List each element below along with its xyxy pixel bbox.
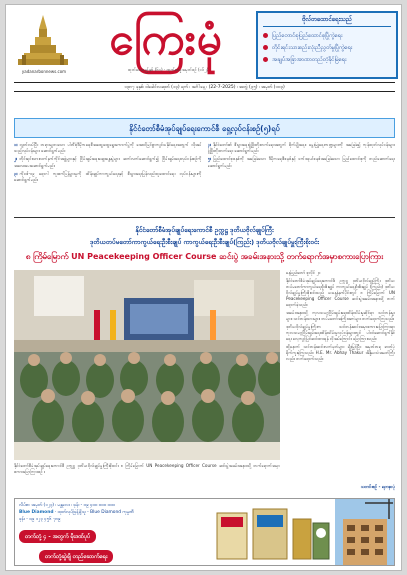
article-paragraph: ဒုတိယဗိုလ်ချုပ်မှူးကြီးက သင်တန်းဆင်းအမှာစကားပြောကြားရာ ကုလသမဂ္ဂငြိမ်းချမ်းရေးထိန်းသိမ်းမှုလုပ်ငန်းများတွင် ပါဝင်ဆောင်ရွက်နိုင်ရေး လေ့ကျင့်ပြင်ဆင်ထားရန် လိုအပ်ကြောင်း ပြောကြားသည်။ (286, 324, 395, 341)
advertisement[interactable] (14, 498, 395, 566)
objective-number: ၄။ (207, 142, 212, 147)
objective-number: ၅။ (207, 156, 212, 162)
lead-headline-subhead: ၈ ကြိမ်မြောက် UN Peacekeeping Officer Course ဆင်းပွဲ အခမ်းအနားသို့ တက်ရောက်အမှာစကားပြောကြား (25, 252, 384, 261)
paper-subtitle: ထုတ်ဝေသည့်နှစ် (၆၁) · ထုတ်ဝေမှုအမှတ်စဉ် (၁၆၂) (127, 67, 209, 72)
objective-item (14, 142, 202, 154)
objectives-column-right (208, 142, 396, 210)
objective-text: ပြည်ထောင်စုစနစ်ကို အခြေခံသော ဒီမိုကရေစီစနစ်နှင့် ဖက်ဒရယ်စနစ်အခြေခံသော ပြည်ထောင်စုကို တည်ဆောက်ရေး ဆောင်ရွက်မည်။ (207, 156, 395, 168)
objectives-column-left (14, 142, 202, 210)
article-paragraph: နိုင်ငံတော်စီမံအုပ်ချုပ်ရေးကောင်စီ ဥက္ကဋ္ဌ ဒုတိယဗိုလ်ချုပ်ကြီး ဒုတိယတပ်မတော်ကာကွယ်ရေးဦးစီးချုပ် ကာကွယ်ရေးဦးစီးချုပ် (ကြည်း) ဒုတိယဗိုလ်ချုပ်မှူးကြီးစိုးဝင်းသည် ယနေ့နံနက်ပိုင်းတွင် ၈ ကြိမ်မြောက် UN Peacekeeping Officer Course ဆင်းပွဲအခမ်းအနားသို့ တက်ရောက်ခဲ့သည်။ (286, 278, 395, 307)
ad-brand-row: Blue Diamond · ထုတ်လုပ်ဖြန့်ချိသူ - Blue Diamond ကုမ္ပဏီ (19, 510, 134, 515)
newspaper-page (5, 4, 402, 571)
paper-title: ကြေးမုံ (109, 14, 223, 65)
motto-item (263, 54, 391, 66)
motto-item-text: တိုင်းရင်းသားစည်းလုံးညီညွတ်မှုပြိုကွဲရေး (272, 45, 353, 51)
bullet-icon (263, 45, 268, 50)
bullet-icon (263, 57, 268, 62)
article-paragraph: ထို့နောက် သင်တန်းဆင်းလက်မှတ်များ ချီးမြှင့်ပြီး အမှတ်တရ ဓာတ်ပုံရိုက်ကူးခဲ့ကြသည်။ H.E. Mr. Abhay Thakur အိန္ဒိယသံအမတ်ကြီး လည်း တက်ရောက်သည်။ (286, 344, 395, 361)
ad-building-image (335, 499, 395, 566)
objective-item (14, 171, 202, 183)
ad-text (19, 502, 209, 563)
motto-item-text: အချုပ်အခြာအာဏာတည်တံ့ခိုင်မြဲရေး (272, 57, 347, 63)
lead-headline (14, 224, 395, 248)
objectives-columns (14, 142, 395, 210)
ad-brand: Blue Diamond (19, 510, 54, 515)
objective-text: လွတ်လပ်ပြီး တရားမျှတသော ပါတီစုံဒီမိုကရေစီအထွေထွေရွေးကောက်ပွဲကို အောင်မြင်စွာကျင်းပနိုင်ရေးအတွက် လိုအပ်သည့်လုပ်ငန်းများ ဆောင်ရွက်မည်။ (14, 142, 202, 154)
objective-number: ၃။ (14, 170, 18, 176)
lead-headline-line-2: ဒုတိယတပ်မတော်ကာကွယ်ရေးဦးစီးချုပ် ကာကွယ်ရေးဦးစီးချုပ်(ကြည်း) ဒုတိယဗိုလ်ချုပ်မှူးကြီးစိုးဝင်း (89, 238, 320, 246)
objective-number: ၁။ (14, 142, 18, 147)
motto-box (256, 11, 398, 79)
objective-text: ကိုဗစ်-၁၉ ရောဂါ ကူးစက်ပြန့်ပွားမှုကို ထိန်းချုပ်ကာကွယ်ရေးနှင့် စီးပွားရေးပြန်လည်ထူထောင်ရေး လုပ်ငန်းများကို ဆောင်ရွက်မည်။ (14, 170, 202, 183)
headline-objectives: နိုင်ငံတော်စီမံအုပ်ချုပ်ရေးကောင်စီ ရှေ့လုပ်ငန်းစဉ်(၅)ရပ် (14, 118, 395, 138)
photo-caption: နိုင်ငံတော်စီမံအုပ်ချုပ်ရေးကောင်စီ ဥက္ကဋ္ဌ ဒုတိယဗိုလ်ချုပ်မှူးကြီးစိုးဝင်း ၈ ကြိမ်မြောက် UN Peacekeeping Officer Course ဆင်းပွဲအခမ်းအနားသို့ တက်ရောက်အမှာစကားပြောကြားစဉ် ။ (14, 463, 280, 474)
objective-item (14, 156, 202, 168)
ad-distributor: ထုတ်လုပ်ဖြန့်ချိသူ - Blue Diamond ကုမ္ပဏီ (57, 510, 134, 515)
lead-photo (14, 270, 280, 460)
motto-item-text: ပြည်တောင်စုပြည်ထောင်စုပြိုကွဲရေး (272, 33, 343, 39)
lead-headline-line-1: နိုင်ငံတော်စီမံအုပ်ချုပ်ရေးကောင်စီ ဥက္ကဋ္ဌ ဒုတိယဗိုလ်ချုပ်ကြီး (135, 226, 274, 234)
objective-item (208, 156, 396, 168)
ad-product-image (213, 503, 333, 563)
paper-url: yadanarbonnews.com (21, 69, 67, 74)
ad-address: လိပ်စာ အမှတ် (၁၂၃) ၊ မန္တလေး ၊ ဖုန်း - ၀၉ ၄၀၀ ၀၀၀ ၀၀၀ (19, 503, 116, 508)
article-paragraph: အခမ်းအနားသို့ ကုလသမဂ္ဂငြိမ်းချမ်းရေးထိန်းသိမ်းမှုဆိုင်ရာ သင်တန်းမှူးများ၊ သင်တန်းသားများ၊ တပ်မတော်အကြီးအကဲများ တက်ရောက်ကြသည်။ (286, 310, 395, 321)
objective-text: တိုင်းရင်းသားလက်နက်ကိုင်အဖွဲ့များနှင့် ငြိမ်းချမ်းရေးဆွေးနွေးပွဲများ ဆက်လက်ဆောင်ရွက်၍ ငြိမ်းချမ်းရေးလုပ်ငန်းစဉ်ကို အလေးပေးဆောင်ရွက်မည်။ (14, 156, 202, 168)
section-divider (14, 217, 395, 218)
motto-item (263, 30, 391, 42)
ad-phone: ဖုန်း - ၀၉ ၁၂၃ ၄၅၆ ၇၈၉ (19, 517, 61, 522)
article-byline: သတင်းစဉ် - ရတနာပုံ (360, 485, 395, 490)
ad-slogan-1: တက်တုံ့ ၄ - အတွက် မိုးဒဏ်ပုပ် (19, 530, 96, 543)
objective-number: ၂။ (14, 156, 18, 162)
bullet-icon (263, 33, 268, 38)
motto-heading: ဗိုလ်တထောင်ရေးသည် (263, 15, 391, 27)
article-paragraph: နေပြည်တော် ဇူလိုင် ၂၁ (286, 270, 321, 275)
objective-item (208, 142, 396, 154)
dateline: ၁၃၈၇ ခုနှစ်၊ ဝါခေါင်လဆုတ် (၁၃) ရက် ၊ အင်္ဂါနေ့ ၊ (22-7-2025) ၊ အတွဲ (၃၅) ၊ အမှတ် (၁၀၃) (14, 82, 395, 92)
lead-article-text (286, 270, 395, 485)
motto-item (263, 42, 391, 54)
ad-slogan-2: တက်တုံ့ဆွဲချိ တည်ဆောက်ရေး (39, 550, 113, 563)
objective-text: နိုင်ငံတော်၏ စီးပွားရေးဖွံ့ဖြိုးတိုးတက်ရေးအတွက် စိုက်ပျိုးရေး၊ မွေးမြူရေးကဏ္ဍများကို အခြေခံ၍ ကုန်ထုတ်လုပ်ငန်းများ ဖွံ့ဖြိုးတိုးတက်ရေး ဆောင်ရွက်မည်။ (207, 142, 395, 154)
paper-logo (14, 13, 72, 69)
